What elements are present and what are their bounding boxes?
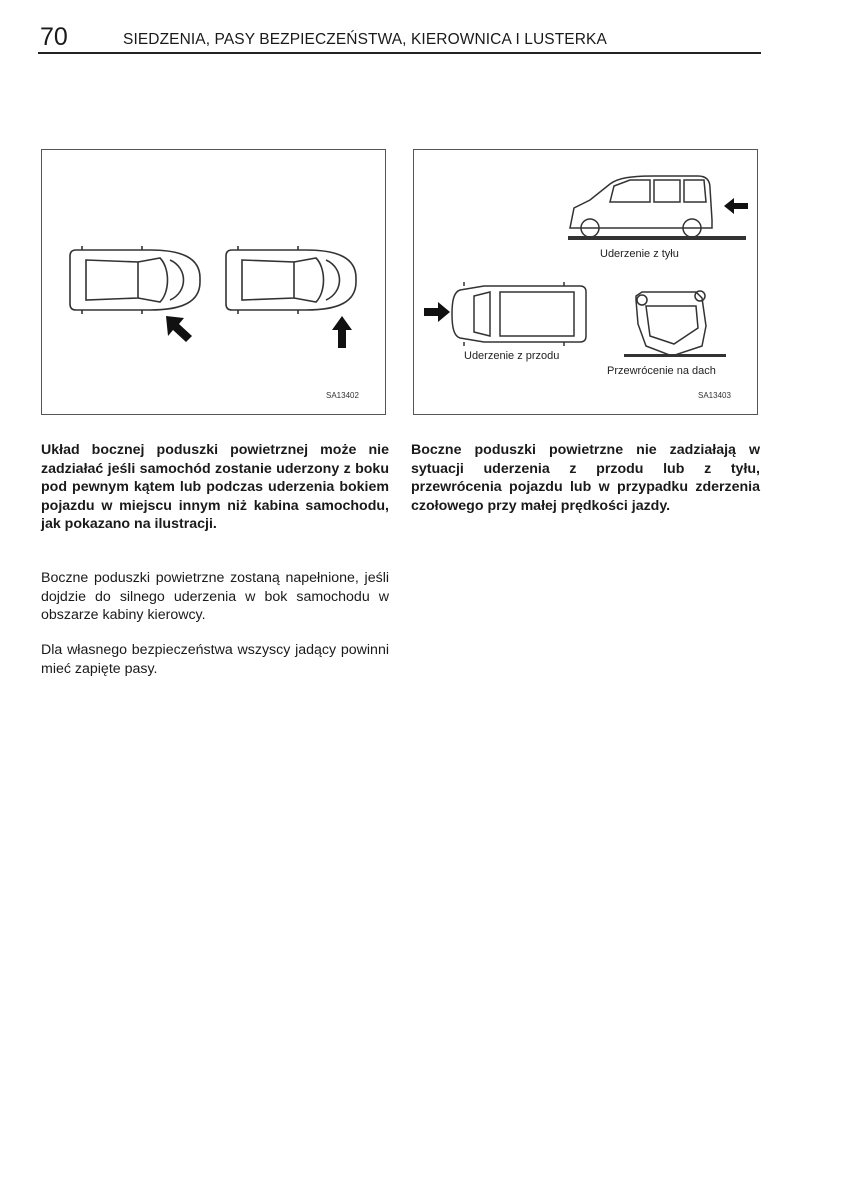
figure-no-deploy-cases [413, 149, 758, 415]
figure-side-impact [41, 149, 386, 415]
car-top-view-front-impact [452, 282, 586, 346]
figure-code: SA13402 [326, 391, 359, 400]
left-paragraph-2: Boczne poduszki powietrzne zostaną napełnione, jeśli dojdzie do silnego uderzenia w bok samochodu w obszarze kabiny kierowcy. [41, 570, 389, 624]
car-side-view-rear-impact [570, 176, 712, 237]
left-paragraph-3: Dla własnego bezpieczeństwa wszyscy jadący powinni mieć zapięte pasy. [41, 642, 389, 677]
chapter-title: SIEDZENIA, PASY BEZPIECZEŃSTWA, KIEROWNICA I LUSTERKA [123, 31, 607, 48]
rear-impact-arrow [724, 198, 748, 214]
side-impact-illustration [42, 150, 385, 414]
caption-front-impact: Uderzenie z przodu [464, 350, 560, 362]
front-impact-arrow [424, 302, 450, 322]
rear-side-impact-arrow [332, 316, 352, 348]
ground-line-rear [568, 236, 746, 240]
car-top-view-2 [226, 246, 356, 314]
figure-code: SA13403 [698, 391, 731, 400]
car-top-view-1 [70, 246, 200, 314]
caption-rollover: Przewrócenie na dach [607, 365, 716, 377]
car-rollover [636, 291, 706, 356]
page-header [38, 22, 761, 54]
left-bold-paragraph: Układ bocznej poduszki powietrznej może nie zadziałać jeśli samochód zostanie uderzony z boku pod pewnym kątem lub podczas uderzenia bokiem pojazdu w miejscu innym niż kabina samochodu, jak pokazano na ilustracji. [41, 442, 389, 533]
page-number: 70 [40, 23, 68, 51]
caption-rear-impact: Uderzenie z tyłu [600, 248, 679, 260]
ground-line-rollover [624, 354, 726, 357]
right-bold-paragraph: Boczne poduszki powietrzne nie zadziałają w sytuacji uderzenia z przodu lub z tyłu, przewrócenia pojazdu lub w przypadku zderzenia czołowego przy małej prędkości jazdy. [411, 442, 760, 514]
angled-impact-arrow [166, 316, 192, 342]
